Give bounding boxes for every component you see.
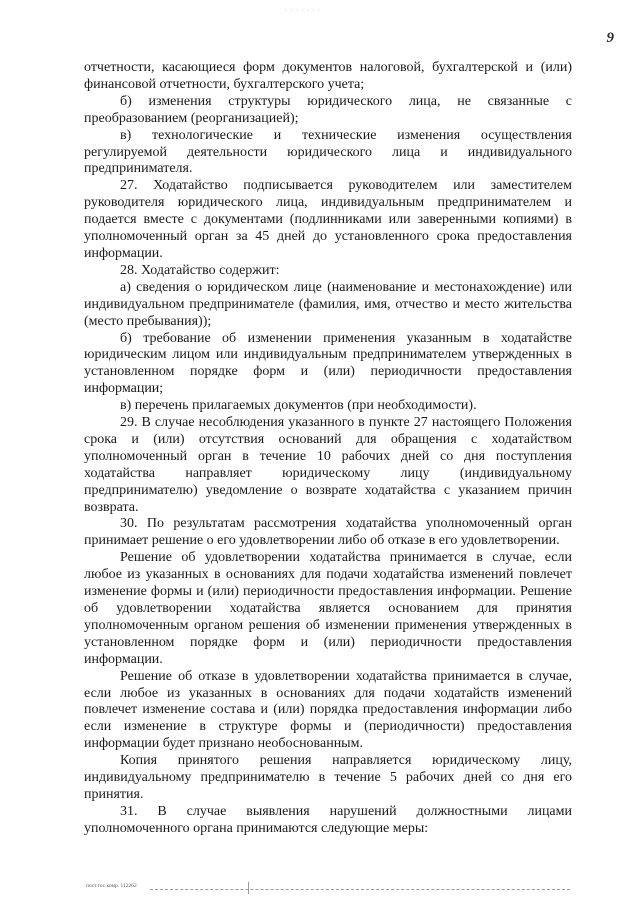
bottom-rule <box>150 889 570 890</box>
page-number: 9 <box>606 30 614 46</box>
paragraph-28: 28. Ходатайство содержит: <box>120 262 280 278</box>
paragraph-28-v: в) перечень прилагаемых документов (при необходимости). <box>120 398 477 414</box>
paragraph-approval: Решение об удовлетворении ходатайства принимается в случае, если любое из указанных в основаниях для подачи ходатайства изменений повлечет изменение формы и (или) периодичности предоставления информации. Решение об удовлетворении ходатайства является основанием для принятия уполномоченным органом решения об изменении применения утвержденных в установленном порядке форм и (или) периодичности предоставления информации. <box>84 550 572 667</box>
document-body <box>84 60 572 838</box>
paragraph-item-v: в) технологические и технические изменения осуществления регулируемой деятельности юридического лица и индивидуального предпринимателя. <box>84 127 572 177</box>
paragraph-copy: Копия принятого решения направляется юридическому лицу, индивидуальному предпринимателю в течение 5 рабочих дней со дня его принятия. <box>84 753 572 802</box>
paragraph-31: 31. В случае выявления нарушений должностными лицами уполномоченного органа принимаются следующие меры: <box>84 803 572 836</box>
bottom-tick <box>248 882 249 894</box>
paragraph-refusal: Решение об отказе в удовлетворении ходатайства принимается в случае, если любое из указанных в основаниях для подачи ходатайств изменений повлечет изменение состава и (или) порядка предоставления информации либо если изменение в структуре формы и (периодичности) предоставления информации будет признано необоснованным. <box>84 668 572 752</box>
paragraph-30: 30. По результатам рассмотрения ходатайства уполномоченный орган принимает решение о его удовлетворении либо об отказе в его удовлетворении. <box>84 516 572 549</box>
paragraph-28-b: б) требование об изменении применения указанным в ходатайстве юридическим лицом или индивидуальным предпринимателем утвержденных в установленном порядке форм и (или) периодичности предоставления информации; <box>84 330 572 397</box>
scan-marks: · · · · · · · <box>285 8 321 14</box>
paragraph-27: 27. Ходатайство подписывается руководителем или заместителем руководителя юридического лица, индивидуальным предпринимателем и подается вместе с документами (подлинниками или заверенными копиями) в уполномоченный орган за 45 дней до установленного срока предоставления информации. <box>84 178 572 261</box>
paragraph-continuation: отчетности, касающиеся форм документов налоговой, бухгалтерской и (или) финансовой отчетности, бухгалтерского учета; <box>84 60 572 92</box>
paragraph-item-b: б) изменения структуры юридического лица, не связанные с преобразованием (реорганизацией); <box>84 93 572 126</box>
paragraph-28-a: а) сведения о юридическом лице (наименование и местонахождение) или индивидуальном предпринимателе (фамилия, имя, отчество и место жительства (место пребывания)); <box>84 279 572 329</box>
footer-code: пост.гос.комр. 112262 <box>86 883 137 889</box>
paragraph-29: 29. В случае несоблюдения указанного в пункте 27 настоящего Положения срока и (или) отсутствия оснований для обращения с ходатайством уполномоченный орган в течение 10 рабочих дней со дня поступления ходатайства направляет юридическому лицу (индивидуальному предпринимателю) уведомление о возврате ходатайства с указанием причин возврата. <box>84 415 572 515</box>
